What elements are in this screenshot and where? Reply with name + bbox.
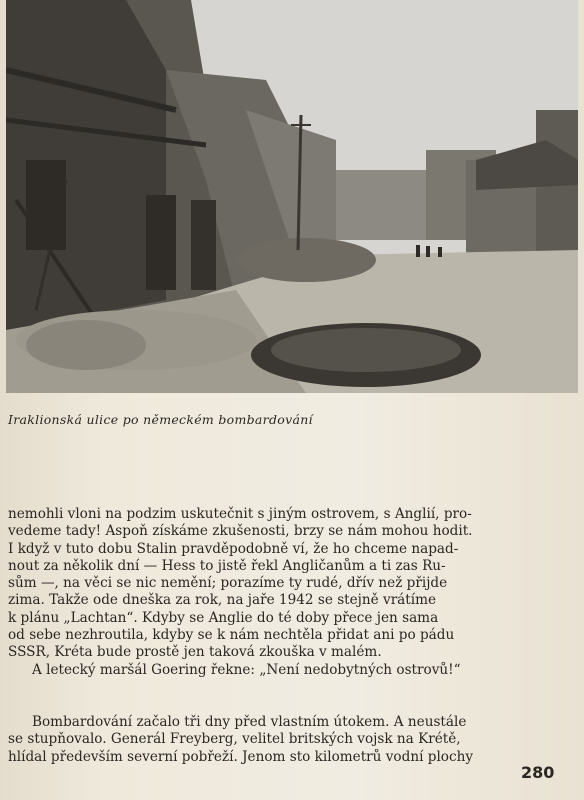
body-text-block-1 (8, 506, 508, 679)
text-line: Bombardování začalo tři dny před vlastním útokem. A neustále (32, 714, 467, 730)
text-line: hlídal především severní pobřeží. Jenom sto kilometrů vodní plochy (8, 748, 474, 765)
photo-caption: Iraklionská ulice po německém bombardování (8, 412, 313, 427)
text-line: k plánu „Lachtan“. Kdyby se Anglie do té doby přece jen sama (8, 609, 439, 626)
street-photo (6, 0, 578, 393)
photo-illustration (6, 0, 578, 393)
page-number: 280 (521, 763, 555, 782)
text-line: zima. Takže ode dneška za rok, na jaře 1942 se stejně vrátíme (8, 592, 437, 609)
text-line: nemohli vloni na podzim uskutečnit s jiným ostrovem, s Anglií, pro- (8, 506, 472, 522)
text-line: I když v tuto dobu Stalin pravděpodobně ví, že ho chceme napad- (8, 540, 459, 557)
text-line: se stupňovalo. Generál Freyberg, velitel britských vojsk na Krétě, (8, 731, 461, 748)
text-line: od sebe nezhroutila, kdyby se k nám nechtěla přidat ani po pádu (8, 627, 455, 644)
text-line: nout za několik dní — Hess to jistě řekl Angličanům a ti zas Ru- (8, 557, 446, 574)
text-line: A letecký maršál Goering řekne: „Není nedobytných ostrovů!“ (32, 661, 461, 678)
text-line: SSSR, Kréta bude prostě jen taková zkouška v malém. (8, 644, 382, 661)
body-text-block-2 (8, 714, 508, 766)
text-line: sům —, na věci se nic nemění; porazíme ty rudé, dřív než přijde (8, 575, 448, 592)
text-line: vedeme tady! Aspoň získáme zkušenosti, brzy se nám mohou hodit. (8, 523, 473, 540)
